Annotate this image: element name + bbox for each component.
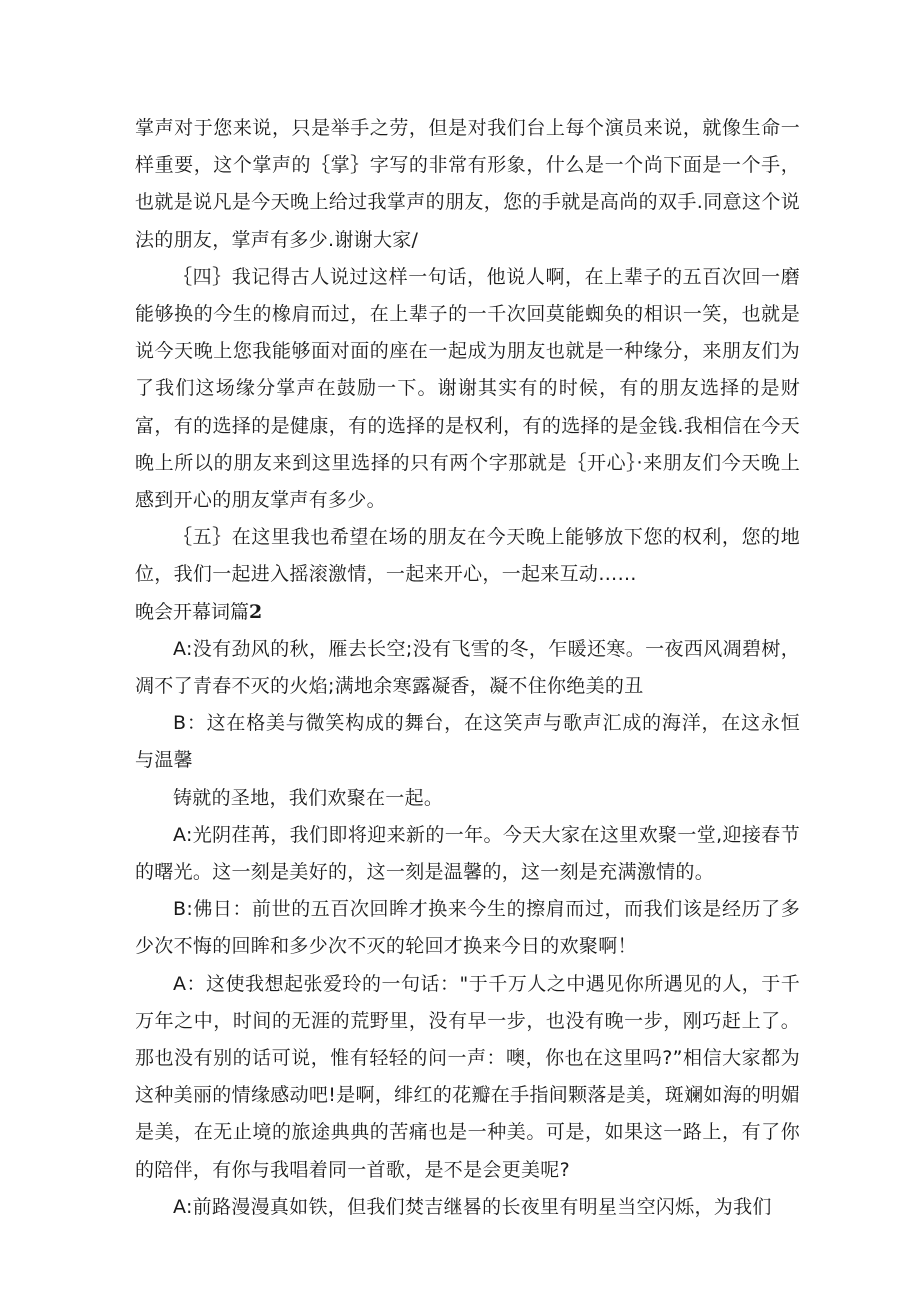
section-heading-number: 2 bbox=[249, 600, 263, 623]
dialogue-b-stage-cont: 铸就的圣地，我们欢聚在一起。 bbox=[173, 786, 444, 809]
dialogue-a-zhang-ailing: A：这使我想起张爱玲的一句话："于千万人之中遇见你所遇见的人，于千万年之中，时间的无涯的荒野里，没有早一步，也没有晚一步，刚巧赶上了。那也没有别的话可说，惟有轻轻的问一声：噢，你也在这里吗?”相信大家都为这种美丽的情缘感动吧!是啊，绯红的花瓣在手指间颗落是美，斑斓如海的明媚是美，在无止境的旅途典典的苦痛也是一种美。可是，如果这一路上，有了你的陪伴，有你与我唱着同一首歌，是不是会更美呢? bbox=[135, 972, 800, 1181]
document-body bbox=[135, 110, 800, 1226]
dialogue-b-stage: B：这在格美与微笑构成的舞台，在这笑声与歌声汇成的海洋，在这永恒与温馨 bbox=[135, 712, 800, 772]
paragraph-five: ｛五｝在这里我也希望在场的朋友在今天晚上能够放下您的权利，您的地位，我们一起进入摇滚激情，一起来开心，一起来互动…… bbox=[135, 526, 800, 586]
dialogue-a-new-year: A:光阴荏苒，我们即将迎来新的一年。今天大家在这里欢聚一堂,迎接春节的曙光。这一刻是美好的，这一刻是温馨的，这一刻是充满激情的。 bbox=[135, 823, 800, 884]
dialogue-a-road: A:前路漫漫真如铁，但我们焚吉继晷的长夜里有明星当空闪烁，为我们 bbox=[173, 1195, 772, 1218]
paragraph-applause: 掌声对于您来说，只是举手之劳，但是对我们台上每个演员来说，就像生命一样重要，这个掌声的｛掌｝字写的非常有形象，什么是一个尚下面是一个手，也就是说凡是今天晚上给过我掌声的朋友，您的手就是高尚的双手.同意这个说法的朋友，掌声有多少.谢谢大家/ bbox=[135, 117, 800, 251]
dialogue-a-autumn: A:没有劲风的秋，雁去长空;没有飞雪的冬，乍暖还寒。一夜西风凋碧树，凋不了青春不灭的火焰;满地余寒露凝香，凝不住你绝美的丑 bbox=[135, 637, 800, 698]
paragraph-four: ｛四｝我记得古人说过这样一句话，他说人啊，在上辈子的五百次回一磨能够换的今生的橡肩而过，在上辈子的一千次回莫能蜘奂的相识一笑，也就是说今天晚上您我能够面对面的座在一起成为朋友也就是一种缘分，来朋友们为了我们这场缘分掌声在鼓励一下。谢谢其实有的时候，有的朋友选择的是财富，有的选择的是健康，有的选择的是权利，有的选择的是金钱.我相信在今天晚上所以的朋友来到这里选择的只有两个字那就是｛开心｝·来朋友们今天晚上感到开心的朋友掌声有多少。 bbox=[135, 265, 800, 512]
section-heading-label: 晚会开幕词篇 bbox=[135, 600, 250, 623]
section-heading bbox=[135, 594, 800, 631]
dialogue-b-buddha: B:佛日：前世的五百次回眸才换来今生的擦肩而过，而我们该是经历了多少次不悔的回眸和多少次不灭的轮回才换来今日的欢聚啊！ bbox=[135, 898, 800, 958]
